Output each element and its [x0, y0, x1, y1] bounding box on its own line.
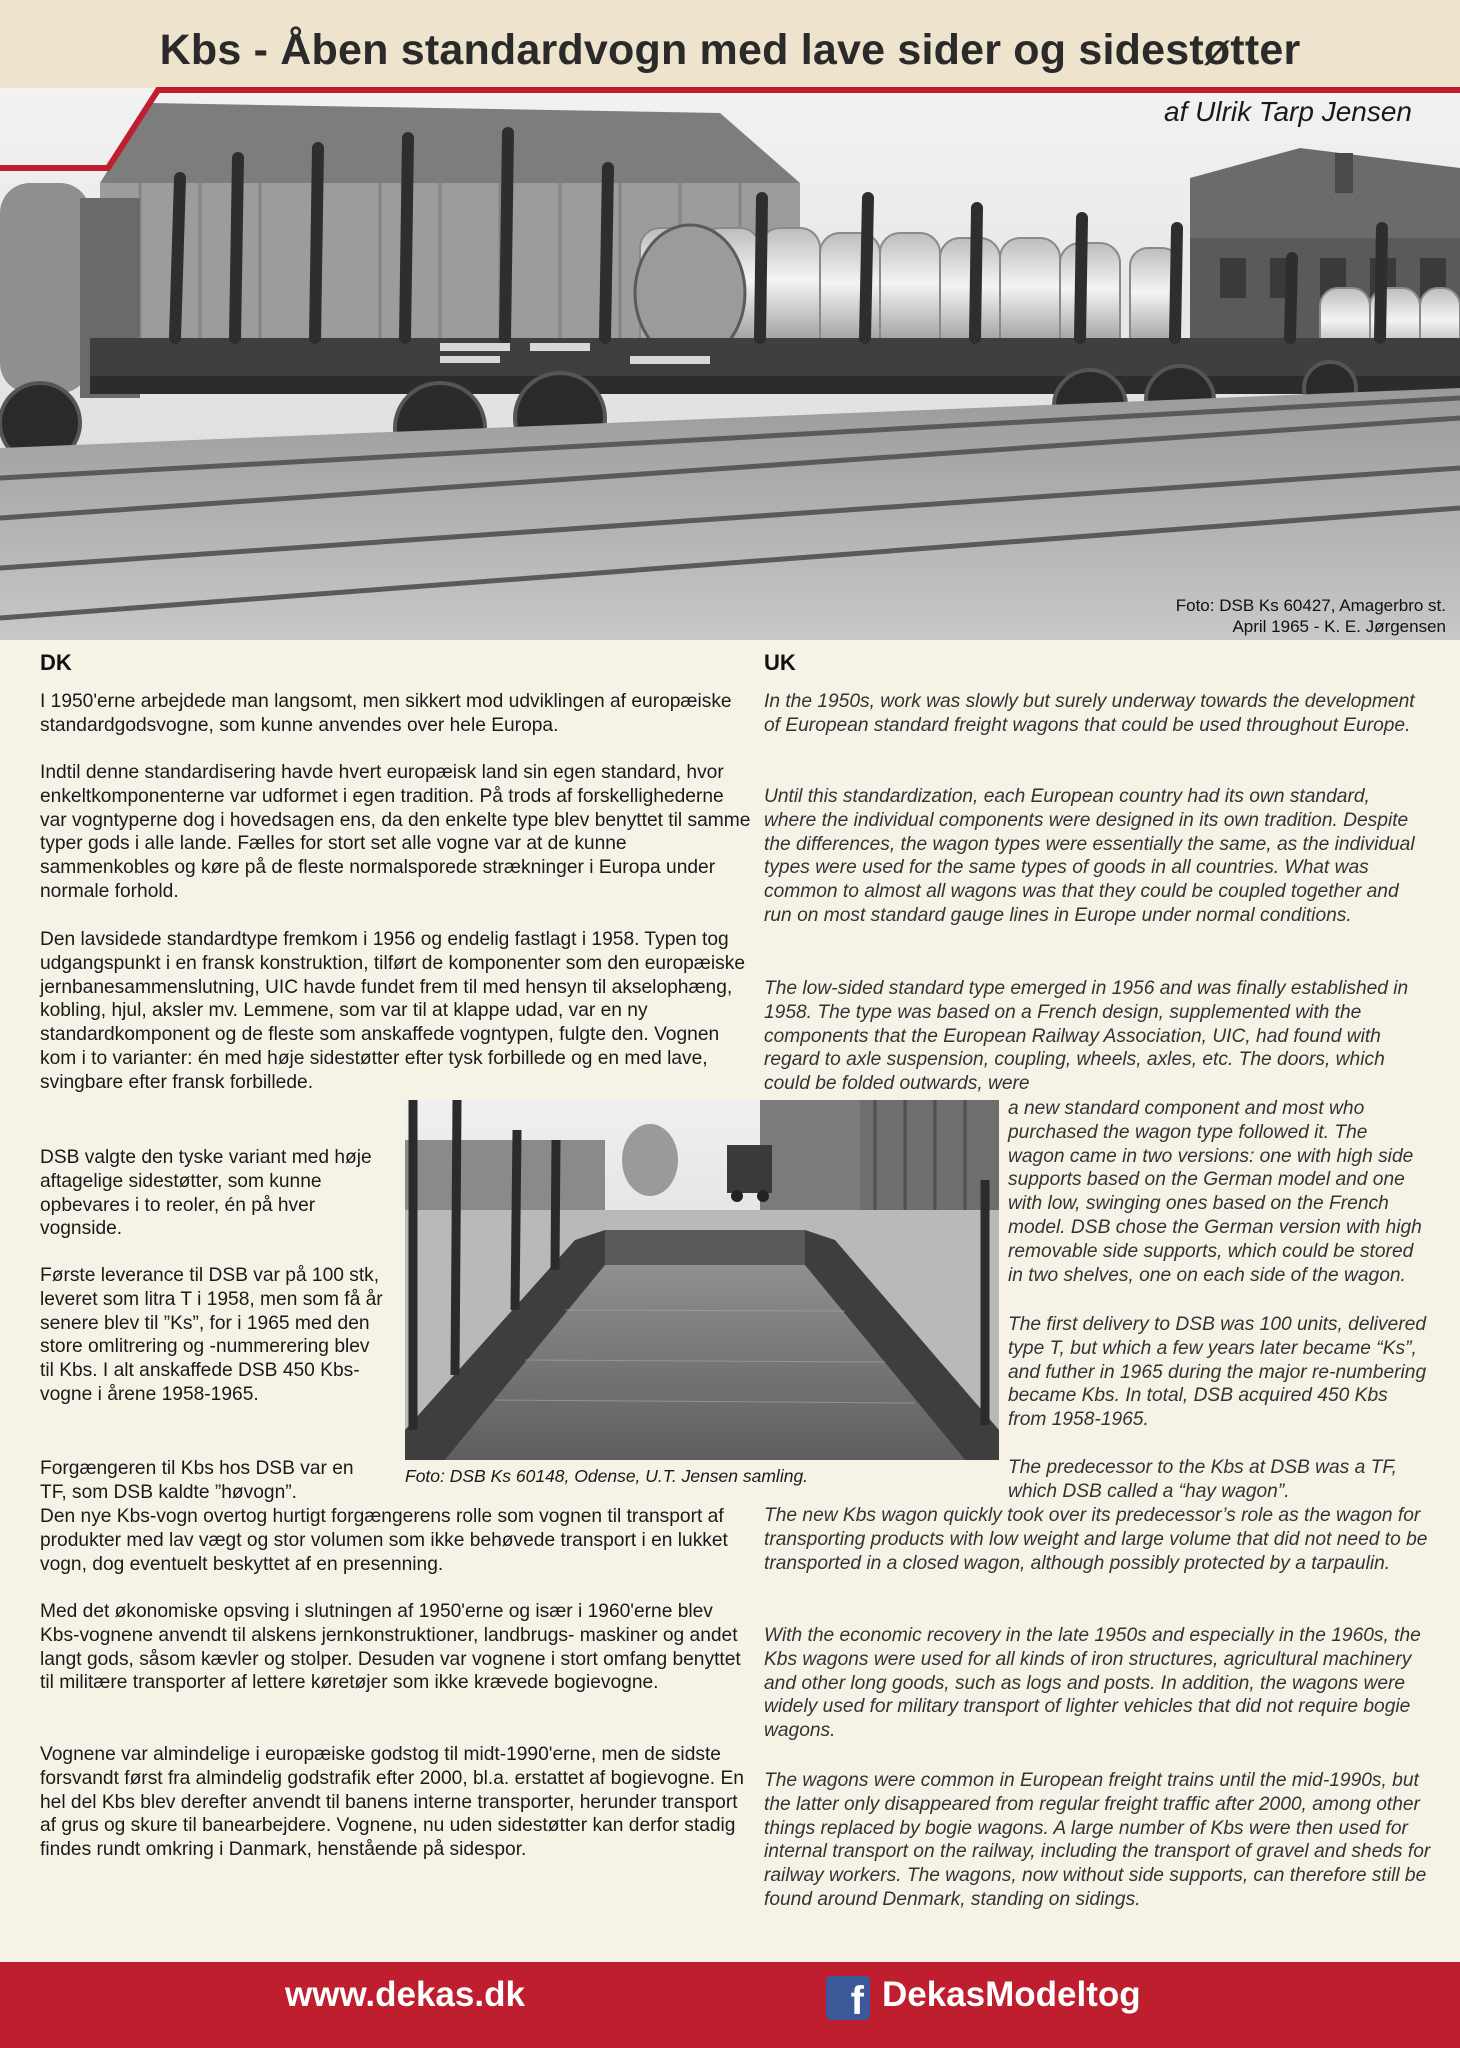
uk-paragraph-3a: The low-sided standard type emerged in 1956 and was finally established in 1958. The type was based on a French design, supplemented with the components that the European Railway Association, UIC, had found with regard to axle suspension, coupling, wheels, axles, etc. The doors, which could be folded outwards, were [764, 978, 1409, 1095]
uk-paragraph-3b: a new standard component and most who purchased the wagon type followed it. The wagon came in two versions: one with high side supports based on the German model and one with low, swinging ones based on the French model. DSB chose the German version with high removable side supports, which could be stored in two shelves, one on each side of the wagon. [1008, 1098, 1422, 1286]
uk-paragraph-2: Until this standardization, each European country had its own standard, where the individual components were designed in its own tradition. Despite the differences, the wagon types were essentially the same, as the individual types were used for the same types of goods in all countries. What was common to almost all wagons was that they could be coupled together and run on most standard gauge lines in Europe under normal conditions. [764, 786, 1415, 926]
hero-photo-caption [1176, 595, 1446, 637]
dk-paragraph-3: Den lavsidede standardtype fremkom i 1956 og endelig fastlagt i 1958. Typen tog udgangspunkt i en fransk konstruktion, tilført de komponenter som den europæiske jernbanesammenslutning, UIC havde fundet frem til med hensyn til akselophæng, kobling, hjul, aksler mv. Lemmene, som var til at klappe udad, var en ny standardkomponent og de fleste som anskaffede vogntypen, fulgte den. Vognen kom i to varianter: én med høje sidestøtter efter tysk forbillede og en med lave, svingbare efter fransk forbillede. [40, 929, 745, 1093]
dk-paragraph-8: Vognene var almindelige i europæiske godstog til midt-1990'erne, men de sidste forsvandt først fra almindelig godstrafik efter 2000, bl.a. erstattet af bogievogne. En hel del Kbs blev derefter anvendt til banens interne transporter, herunder transport af grus og skure til banearbejdere. Vognene, nu uden sidestøtter kan derfor stadig findes rundt omkring i Danmark, henstående på sidespor. [40, 1744, 744, 1861]
facebook-page-link[interactable]: DekasModeltog [882, 1975, 1141, 2014]
dk-paragraph-2: Indtil denne standardisering havde hvert europæisk land sin egen standard, hvor enkeltkomponenterne var udformet i egen tradition. På trods af forskellighederne var vogntyperne dog i hovedsagen ens, da den enkelte type blev benyttet til samme typer gods i alle lande. Fælles for stort set alle vogne var at de kunne sammenkobles og køre på de fleste normalsporede strækninger i Europa under normale forhold. [40, 762, 751, 902]
inset-photo-caption: Foto: DSB Ks 60148, Odense, U.T. Jensen samling. [405, 1466, 809, 1486]
dk-paragraph-4: DSB valgte den tyske variant med høje aftagelige sidestøtter, som kunne opbevares i to reoler, én på hver vognside. [40, 1147, 372, 1240]
uk-paragraph-1: In the 1950s, work was slowly but surely underway towards the development of European standard freight wagons that could be used throughout Europe. [764, 691, 1415, 736]
uk-heading: UK [764, 650, 796, 675]
hero-caption-line1: Foto: DSB Ks 60427, Amagerbro st. [1175, 596, 1446, 615]
facebook-icon[interactable]: f [826, 1976, 870, 2020]
website-link[interactable]: www.dekas.dk [285, 1975, 525, 2014]
uk-paragraph-7: The wagons were common in European freight trains until the mid-1990s, but the latter only disappeared from regular freight traffic after 2000, among other things replaced by bogie wagons. A large number of Kbs were then used for internal transport on the railway, including the transport of gravel and sheds for railway workers. The wagons, now without side supports, can therefore still be found around Denmark, standing on sidings. [764, 1770, 1431, 1910]
footer-bar [0, 1962, 1460, 2048]
page-title: Kbs - Åben standardvogn med lave sider og sidestøtter [159, 26, 1301, 74]
uk-paragraph-5b: The new Kbs wagon quickly took over its predecessor’s role as the wagon for transporting products with low weight and large volume that did not need to be transported in a closed wagon, although possibly protected by a tarpaulin. [764, 1505, 1428, 1574]
uk-paragraph-6: With the economic recovery in the late 1950s and especially in the 1960s, the Kbs wagons were used for all kinds of iron structures, agricultural machinery and other long goods, such as logs and posts. In addition, the wagons were widely used for military transport of lighter vehicles that did not require bogie wagons. [764, 1625, 1421, 1742]
dk-paragraph-7: Med det økonomiske opsving i slutningen af 1950'erne og især i 1960'erne blev Kbs-vognene anvendt til alskens jernkonstruktioner, landbrugs- maskiner og andet langt gods, såsom kævler og stolper. Desuden var vognene i stort omfang benyttet til militære transporter af lettere køretøjer som ikke krævede bogievogne. [40, 1601, 741, 1694]
dk-paragraph-1: I 1950'erne arbejdede man langsomt, men sikkert mod udviklingen af europæiske standardgodsvogne, som kunne anvendes over hele Europa. [40, 691, 732, 736]
dk-paragraph-6b: Den nye Kbs-vogn overtog hurtigt forgængerens rolle som vognen til transport af produkter med lav vægt og stor volumen som ikke behøvede transport i en lukket vogn, dog eventuelt beskyttet af en presenning. [40, 1506, 728, 1575]
inset-photo [405, 1100, 999, 1460]
hero-caption-line2: April 1965 - K. E. Jørgensen [1232, 617, 1446, 636]
uk-paragraph-4: The first delivery to DSB was 100 units, delivered type T, but which a few years later became “Ks”, and futher in 1965 during the major re-numbering became Kbs. In total, DSB acquired 450 Kbs from 1958-1965. [1008, 1314, 1427, 1431]
inset-photo-drawing [405, 1100, 999, 1460]
dk-heading: DK [40, 650, 72, 675]
dk-paragraph-5: Første leverance til DSB var på 100 stk, leveret som litra T i 1958, men som få år senere blev til ”Ks”, for i 1965 med den store omlitrering og -nummerering blev til Kbs. I alt anskaffede DSB 450 Kbs-vogne i årene 1958-1965. [40, 1265, 383, 1405]
author-byline: af Ulrik Tarp Jensen [1164, 96, 1412, 127]
uk-paragraph-5a: The predecessor to the Kbs at DSB was a TF, which DSB called a “hay wagon”. [1008, 1457, 1397, 1502]
dk-paragraph-6a: Forgængeren til Kbs hos DSB var en TF, som DSB kaldte ”høvogn”. [40, 1458, 354, 1503]
